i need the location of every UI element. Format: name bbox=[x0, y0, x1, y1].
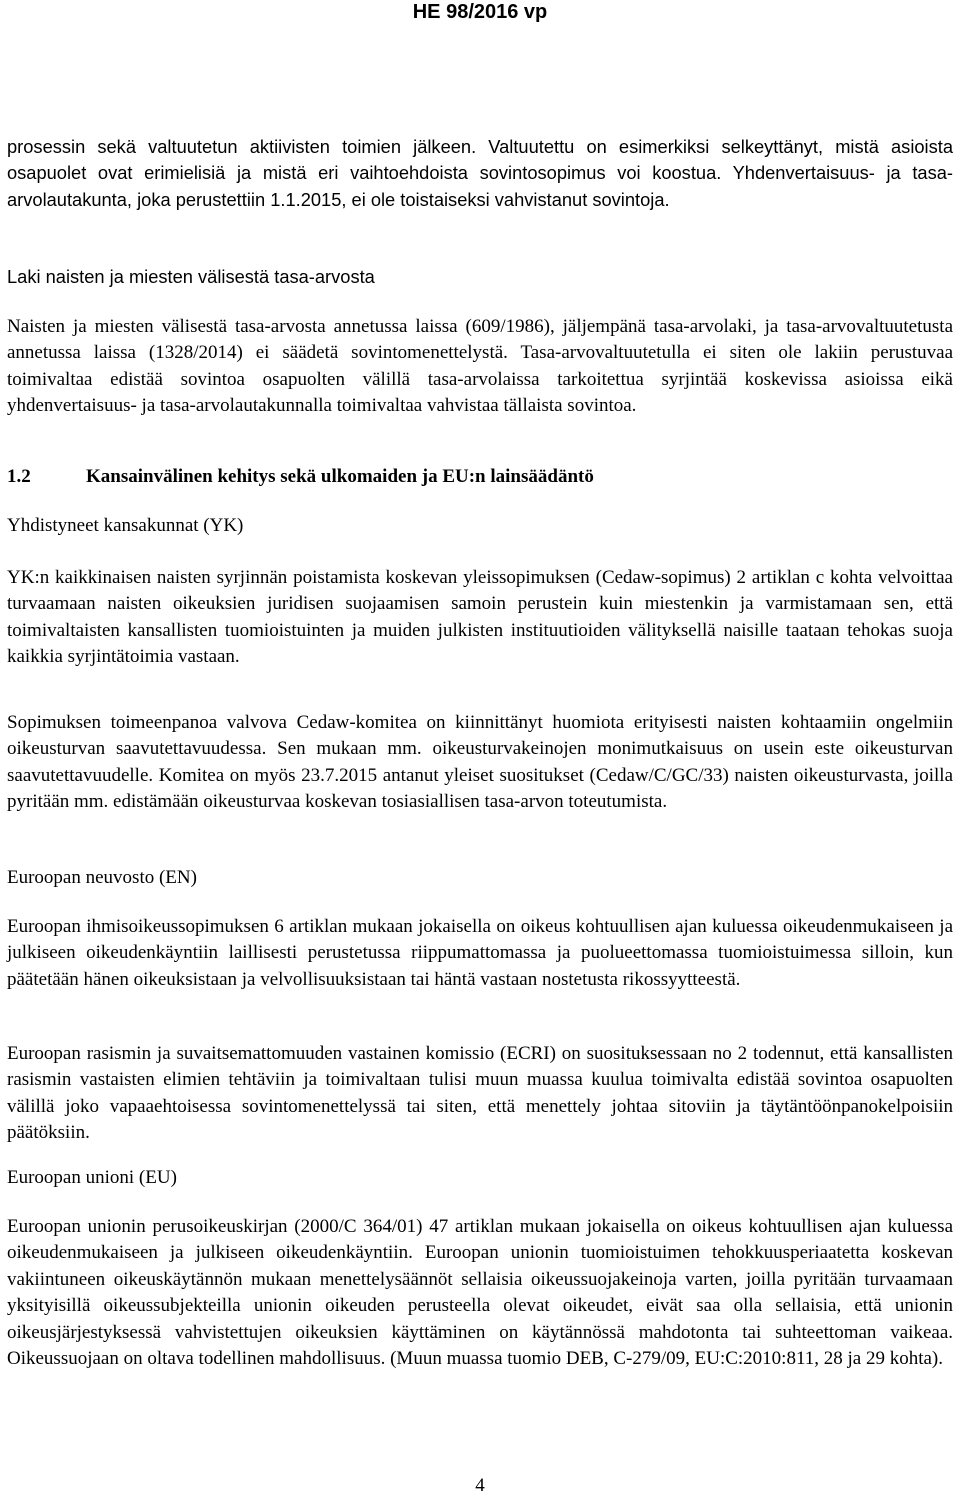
section-title: Kansainvälinen kehitys sekä ulkomaiden ja EU:n lainsäädäntö bbox=[86, 466, 594, 487]
paragraph-eu: Euroopan unionin perusoikeuskirjan (2000/C 364/01) 47 artiklan mukaan jokaisella on oikeus kohtuullisen ajan kuluessa oikeudenmukaiseen ja julkiseen oikeudenkäyntiin. Euroopan unionin tuomioistuimen tehokkuusperiaatetta koskevan vakiintuneen oikeuskäytännön mukaan menettelysäännöt sellaisia oikeussuojakeinoja varten, joilla pyritään turvaamaan yksityisillä oikeussubjekteilla unionin oikeuden perusteella olevat oikeudet, eivät saa olla sellaisia, että unionin oikeusjärjestyksessä vahvistettujen oikeuksien käyttäminen on käytännössä mahdotonta tai suhteettoman vaikeaa. Oikeussuojaan on oltava todellinen mahdollisuus. (Muun muassa tuomio DEB, C-279/09, EU:C:2010:811, 28 ja 29 kohta). bbox=[7, 1216, 953, 1370]
subheading-eu: Euroopan unioni (EU) bbox=[7, 1167, 177, 1188]
paragraph-en-1: Euroopan ihmisoikeussopimuksen 6 artiklan mukaan jokaisella on oikeus kohtuullisen ajan kuluessa oikeudenmukaiseen ja julkiseen oikeudenkäyntiin laillisesti perustetussa riippumattomassa ja puolueettomassa tuomioistuimessa silloin, kun päätetään hänen oikeuksistaan ja velvollisuuksistaan tai häntä vastaan nostetusta rikossyytteestä. bbox=[7, 916, 953, 990]
subheading-laki: Laki naisten ja miesten välisestä tasa-arvosta bbox=[7, 266, 375, 287]
section-heading bbox=[7, 464, 594, 490]
paragraph-yk-2: Sopimuksen toimeenpanoa valvova Cedaw-komitea on kiinnittänyt huomiota erityisesti naisten kohtaamiin ongelmiin oikeusturvan saavutettavuudessa. Sen mukaan mm. oikeusturvakeinojen monimutkaisuus on usein este oikeusturvan saavutettavuudelle. Komitea on myös 23.7.2015 antanut yleiset suositukset (Cedaw/C/GC/33) naisten oikeusturvasta, joilla pyritään mm. edistämään oikeusturvaa koskevan tosiasiallisen tasa-arvon toteutumista. bbox=[7, 712, 953, 813]
paragraph-laki: Naisten ja miesten välisestä tasa-arvosta annetussa laissa (609/1986), jäljempänä tasa-arvolaki, ja tasa-arvovaltuutetusta annetussa laissa (1328/2014) ei säädetä sovintomenettelystä. Tasa-arvovaltuutetulla ei siten ole lakiin perustuvaa toimivaltaa edistää sovintoa osapuolten välillä tasa-arvolaissa tarkoitettua syrjintää koskevissa asioissa eikä yhdenvertaisuus- ja tasa-arvolautakunnalla toimivaltaa vahvistaa tällaista sovintoa. bbox=[7, 316, 953, 417]
subheading-en: Euroopan neuvosto (EN) bbox=[7, 867, 197, 888]
document-id-header: HE 98/2016 vp bbox=[412, 1, 548, 23]
paragraph-en-2: Euroopan rasismin ja suvaitsemattomuuden vastainen komissio (ECRI) on suosituksessaan no 2 todennut, että kansallisten rasismin vastaisten elimien tehtäviin ja toimivaltaan tulisi muun muassa kuulua toimivalta edistää sovintoa osapuolten välillä joko vapaaehtoisessa sovintomenettelyssä tai siten, että menettely johtaa sitoviin ja täytäntöönpanokelpoisiin päätöksiin. bbox=[7, 1043, 953, 1144]
section-number: 1.2 bbox=[7, 466, 31, 487]
subheading-yk: Yhdistyneet kansakunnat (YK) bbox=[7, 515, 244, 536]
page-number: 4 bbox=[475, 1475, 485, 1496]
paragraph-yk-1: YK:n kaikkinaisen naisten syrjinnän poistamista koskevan yleissopimuksen (Cedaw-sopimus) 2 artiklan c kohta velvoittaa turvaamaan naisten oikeuksien juridisen suojaamisen samoin perustein kuin miestenkin ja varmistamaan sen, että toimivaltaisten kansallisten tuomioistuinten ja muiden julkisten instituutioiden välityksellä naisille taataan tehokas suoja kaikkia syrjintätoimia vastaan. bbox=[7, 567, 953, 668]
intro-paragraph: prosessin sekä valtuutetun aktiivisten toimien jälkeen. Valtuutettu on esimerkiksi selkeyttänyt, mistä asioista osapuolet ovat erimielisiä ja mistä eri vaihtoehdoista sovintosopimus voi koostua. Yhdenvertaisuus- ja tasa-arvolautakunta, joka perustettiin 1.1.2015, ei ole toistaiseksi vahvistanut sovintoja. bbox=[7, 136, 953, 210]
